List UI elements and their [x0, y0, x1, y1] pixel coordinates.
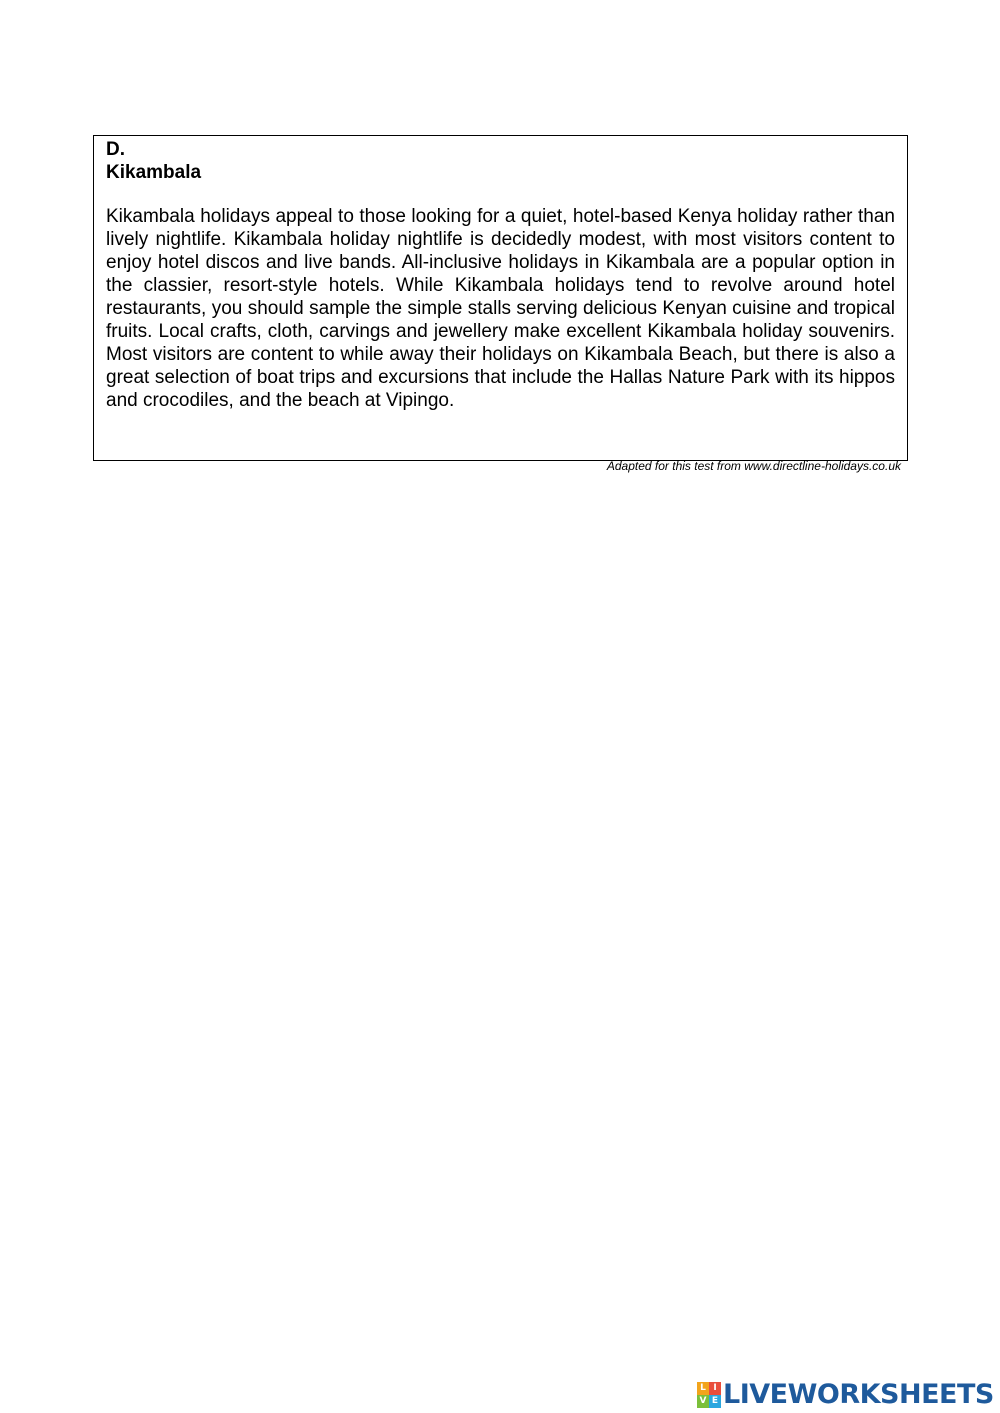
liveworksheets-logo-icon [697, 1382, 721, 1408]
liveworksheets-logo[interactable] [697, 1379, 994, 1411]
reading-text-box [93, 135, 908, 461]
section-letter: D. [106, 139, 125, 160]
article-body: Kikambala holidays appeal to those looking for a quiet, hotel-based Kenya holiday rather than lively nightlife. Kikambala holiday nightlife is decidedly modest, with most visitors content to enjoy hotel discos and live bands. All-inclusive holidays in Kikambala are a popular option in the classier, resort-style hotels. While Kikambala holidays tend to revolve around hotel restaurants, you should sample the simple stalls serving delicious Kenyan cuisine and tropical fruits. Local crafts, cloth, carvings and jewellery make excellent Kikambala holiday souvenirs. Most visitors are content to while away their holidays on Kikambala Beach, but there is also a great selection of boat trips and excursions that include the Hallas Nature Park with its hippos and crocodiles, and the beach at Vipingo. [106, 206, 895, 411]
section-title: Kikambala [106, 162, 202, 183]
logo-icon-tile: I [709, 1382, 721, 1395]
source-attribution: Adapted for this test from www.directline-holidays.co.uk [606, 459, 901, 473]
logo-icon-tile: V [697, 1395, 709, 1408]
logo-wordmark: LIVEWORKSHEETS [723, 1379, 994, 1410]
logo-icon-tile: E [709, 1395, 721, 1408]
logo-icon-tile: L [697, 1382, 709, 1395]
